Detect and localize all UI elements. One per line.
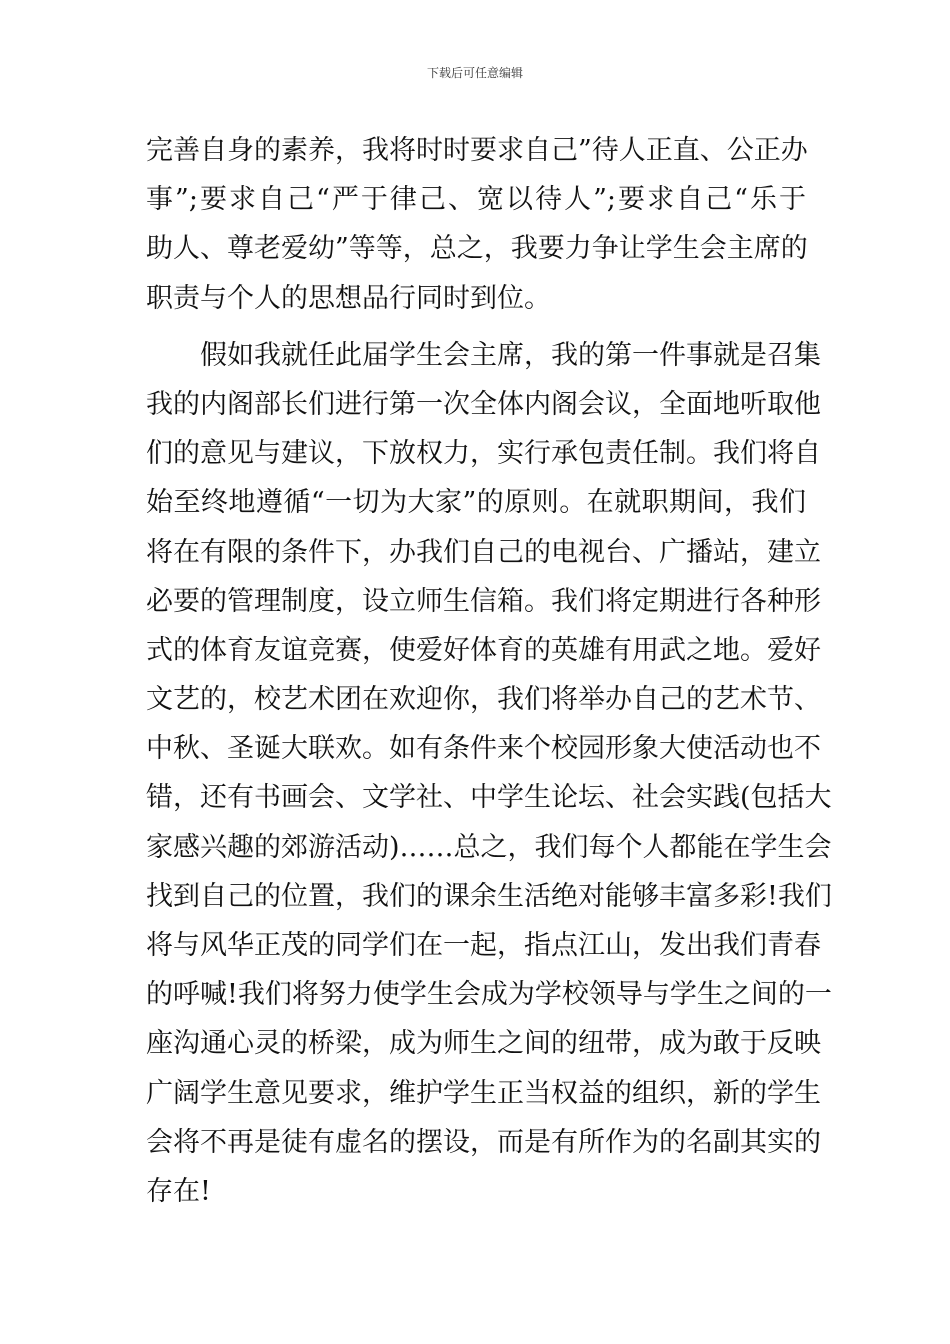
text-line: 事”;要求自己“严于律己、宽以待人”;要求自己“乐于 [146,184,806,216]
text-line: 中秋、圣诞大联欢。如有条件来个校园形象大使活动也不 [146,733,821,765]
text-line: 将在有限的条件下，办我们自己的电视台、广播站，建立 [146,536,821,568]
text-line: 文艺的，校艺术团在欢迎你，我们将举办自己的艺术节、 [146,684,821,716]
page-header: 下载后可任意编辑 [426,66,523,80]
text-line: 完善自身的素养，我将时时要求自己”待人正直、公正办 [146,135,808,166]
text-line: 的呼喊!我们将努力使学生会成为学校领导与学生之间的一 [146,979,832,1011]
text-line: 始至终地遵循“一切为大家”的原则。在就职期间，我们 [146,487,806,519]
text-line: 们的意见与建议，下放权力，实行承包责任制。我们将自 [146,438,821,470]
text-line: 座沟通心灵的桥梁，成为师生之间的纽带，成为敢于反映 [146,1028,821,1060]
paragraph-gap [146,323,806,331]
text-line: 会将不再是徒有虚名的摆设，而是有所作为的名副其实的 [146,1126,821,1158]
text-line: 存在! [146,1175,211,1207]
paragraph [146,331,832,1216]
text-line: 将与风华正茂的同学们在一起，指点江山，发出我们青春 [146,930,821,961]
paragraph [146,126,806,323]
text-line: 假如我就任此届学生会主席，我的第一件事就是召集 [146,339,821,371]
text-line: 错，还有书画会、文学社、中学生论坛、社会实践(包括大 [146,782,832,814]
document-body [146,126,832,1216]
text-line: 广阔学生意见要求，维护学生正当权益的组织，新的学生 [146,1077,821,1109]
text-line: 式的体育友谊竞赛，使爱好体育的英雄有用武之地。爱好 [146,634,821,666]
text-line: 助人、尊老爱幼”等等，总之，我要力争让学生会主席的 [146,233,808,265]
text-line: 家感兴趣的郊游活动)……总之，我们每个人都能在学生会 [146,831,832,863]
text-line: 找到自己的位置，我们的课余生活绝对能够丰富多彩!我们 [146,880,832,912]
text-line: 必要的管理制度，设立师生信箱。我们将定期进行各种形 [146,585,821,617]
text-line: 职责与个人的思想品行同时到位。 [146,282,551,314]
text-line: 我的内阁部长们进行第一次全体内阁会议，全面地听取他 [146,388,821,420]
